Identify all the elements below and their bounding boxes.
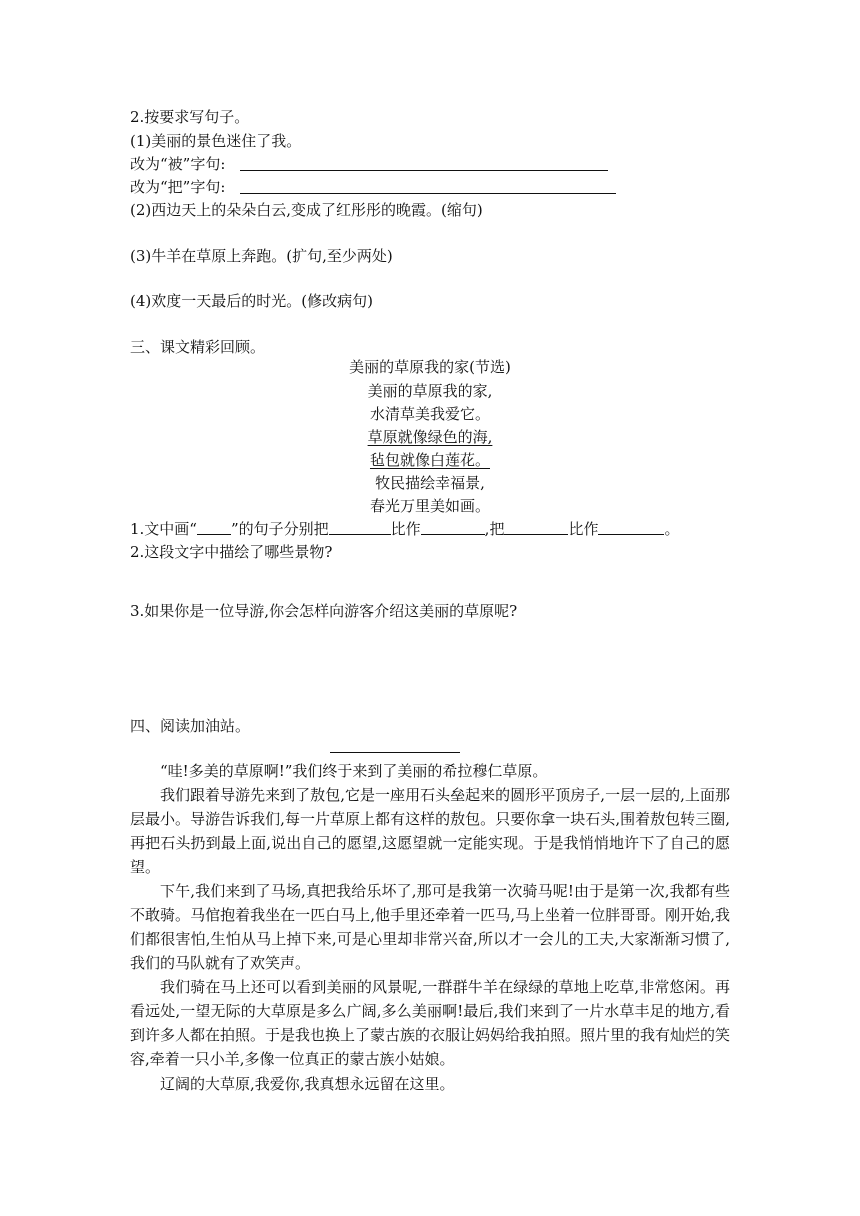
article-paragraph: 下午,我们来到了马场,真把我给乐坏了,那可是我第一次骑马呢!由于是第一次,我都有些不敢骑。马倌抱着我坐在一匹白马上,他手里还牵着一匹马,马上坐着一位胖哥哥。刚开始,我们都很害怕,生怕从马上掉下来,可是心里却非常兴奋,所以才一会儿的工夫,大家渐渐习惯了,我们的马队就有了欢笑声。 bbox=[130, 882, 730, 972]
metaphor-question-text: 。 bbox=[664, 520, 680, 538]
question-sentence-4: (4)欢度一天最后的时光。(修改病句) bbox=[130, 292, 373, 310]
metaphor-question-row bbox=[130, 518, 679, 540]
article-paragraph: 辽阔的大草原,我爱你,我真想永远留在这里。 bbox=[160, 1075, 455, 1093]
metaphor-question-text: 比作 bbox=[568, 520, 599, 538]
section2-heading: 2.按要求写句子。 bbox=[130, 108, 250, 126]
section4-heading: 四、阅读加油站。 bbox=[130, 717, 251, 735]
tour-guide-question: 3.如果你是一位导游,你会怎样向游客介绍这美丽的草原呢? bbox=[130, 602, 518, 620]
ba-sentence-answer-line[interactable] bbox=[240, 177, 616, 194]
section3-heading: 三、课文精彩回顾。 bbox=[130, 338, 266, 356]
metaphor-question-text: ”的句子分别把 bbox=[230, 520, 329, 538]
metaphor-question-text: ,把 bbox=[484, 520, 505, 538]
answer-blank[interactable] bbox=[598, 520, 664, 535]
bei-sentence-row bbox=[130, 153, 608, 175]
answer-blank[interactable] bbox=[421, 520, 485, 535]
metaphor-question-text: 1.文中画“ bbox=[130, 520, 197, 538]
poem-line: 水清草美我爱它。 bbox=[369, 405, 490, 423]
question-sentence-1: (1)美丽的景色迷住了我。 bbox=[130, 132, 302, 150]
poem-line-underlined bbox=[0, 426, 860, 448]
ba-sentence-row bbox=[130, 176, 616, 198]
poem-line: 美丽的草原我的家, bbox=[367, 382, 493, 400]
poem-line-underlined bbox=[0, 449, 860, 471]
answer-blank[interactable] bbox=[329, 520, 391, 535]
article-title-blank[interactable] bbox=[330, 752, 460, 753]
poem-line: 牧民描绘幸福景, bbox=[375, 474, 485, 492]
article-paragraph: 我们跟着导游先来到了敖包,它是一座用石头垒起来的圆形平顶房子,一层一层的,上面那层最小。导游告诉我们,每一片草原上都有这样的敖包。只要你拿一块石头,围着敖包转三圈,再把石头扔到最上面,说出自己的愿望,这愿望就一定能实现。于是我悄悄地许下了自己的愿望。 bbox=[130, 786, 730, 876]
underlined-sentence: 毡包就像白莲花。 bbox=[369, 451, 490, 469]
poem-title: 美丽的草原我的家(节选) bbox=[349, 358, 511, 376]
poem-line: 春光万里美如画。 bbox=[369, 497, 490, 515]
article-paragraph: 我们骑在马上还可以看到美丽的风景呢,一群群牛羊在绿绿的草地上吃草,非常悠闲。再看远处,一望无际的大草原是多么广阔,多么美丽啊!最后,我们来到了一片水草丰足的地方,看到许多人都在拍照。于是我也换上了蒙古族的衣服让妈妈给我拍照。照片里的我有灿烂的笑容,牵着一只小羊,多像一位真正的蒙古族小姑娘。 bbox=[130, 978, 731, 1068]
question-sentence-2: (2)西边天上的朵朵白云,变成了红彤彤的晚霞。(缩句) bbox=[130, 201, 483, 219]
underlined-sentence: 草原就像绿色的海, bbox=[367, 428, 493, 446]
ba-sentence-label: 改为“把”字句: bbox=[130, 178, 226, 196]
question-sentence-3: (3)牛羊在草原上奔跑。(扩句,至少两处) bbox=[130, 247, 393, 265]
scenery-question: 2.这段文字中描绘了哪些景物? bbox=[130, 543, 333, 561]
article-paragraph: “哇!多美的草原啊!”我们终于来到了美丽的希拉穆仁草原。 bbox=[160, 762, 548, 780]
bei-sentence-label: 改为“被”字句: bbox=[130, 155, 226, 173]
metaphor-question-text: 比作 bbox=[390, 520, 421, 538]
answer-blank[interactable] bbox=[504, 520, 568, 535]
bei-sentence-answer-line[interactable] bbox=[240, 154, 608, 171]
underline-mark-sample bbox=[197, 520, 231, 535]
